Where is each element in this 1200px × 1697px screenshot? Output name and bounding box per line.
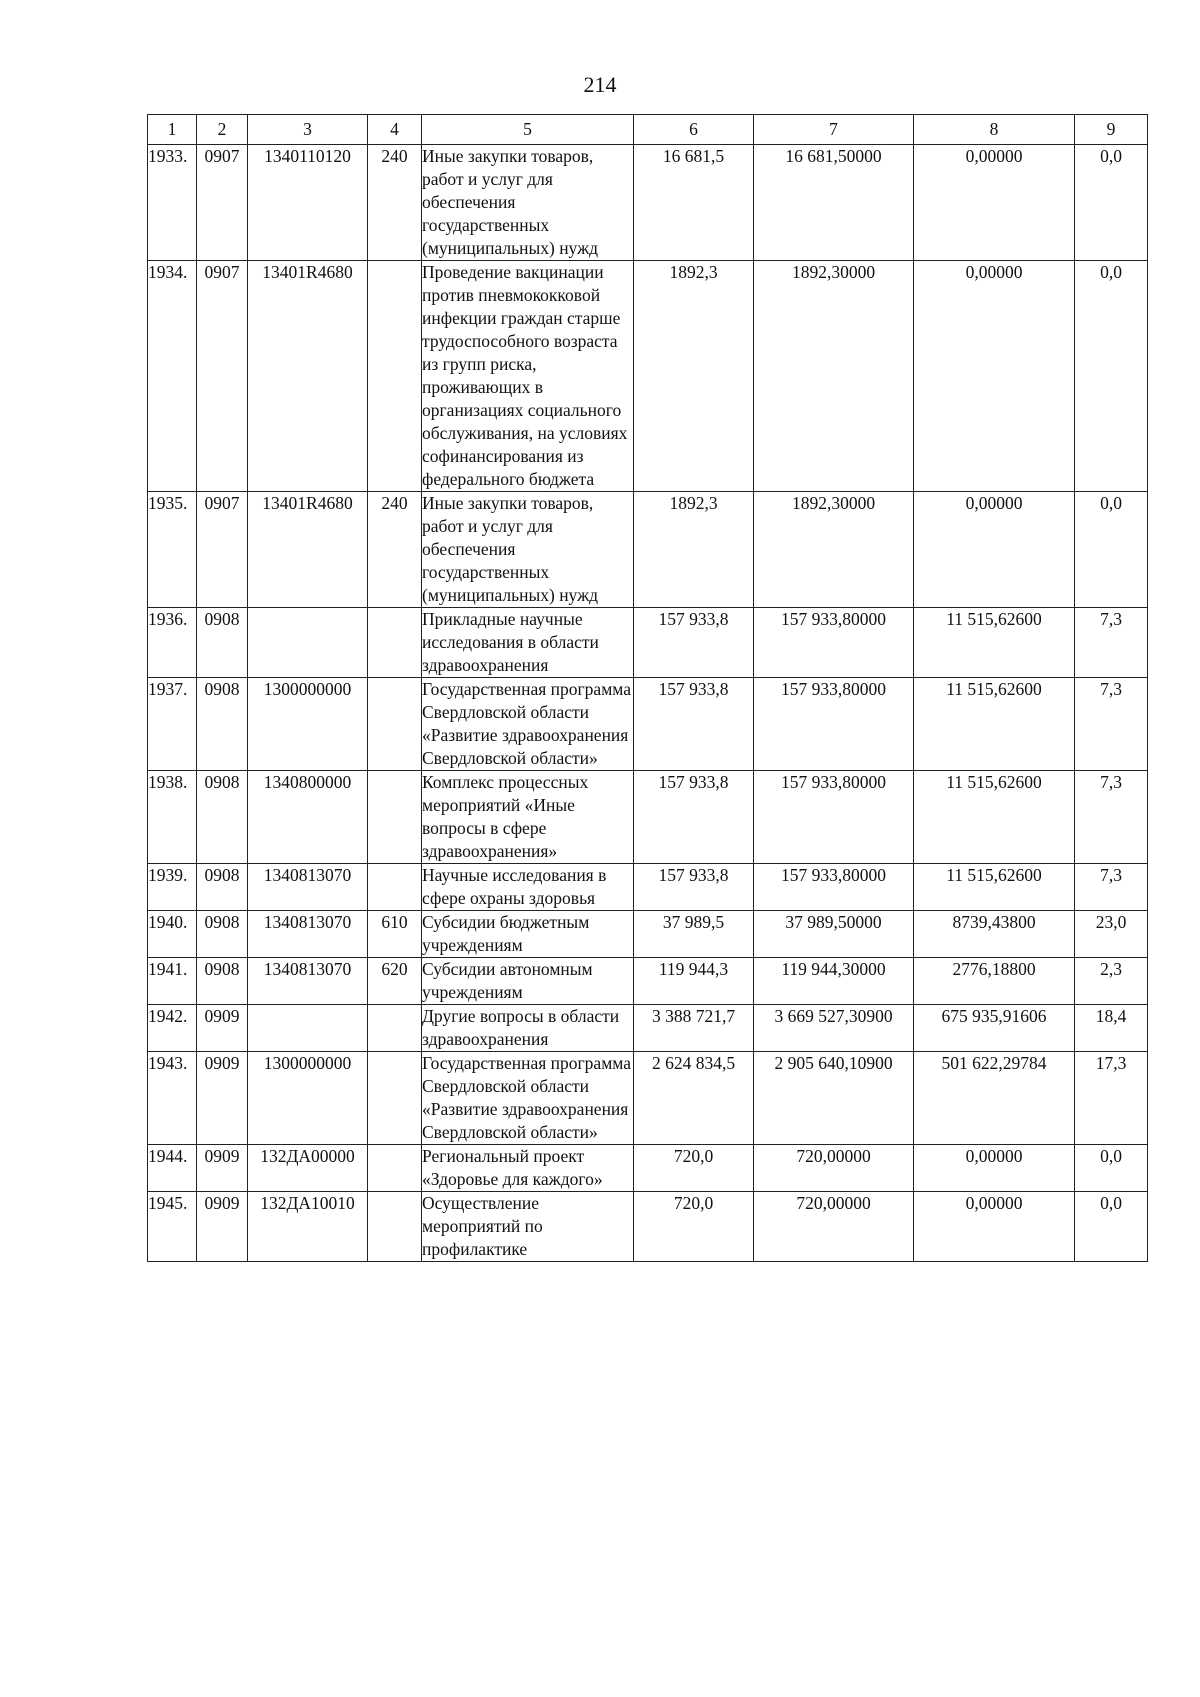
percent-col9-cell: 23,0 <box>1075 911 1148 958</box>
table-row <box>148 678 1148 771</box>
amount-col6-cell: 157 933,8 <box>634 608 754 678</box>
expense-type-cell <box>368 261 422 492</box>
amount-col7-cell: 3 669 527,30900 <box>754 1005 914 1052</box>
item-name-cell: Другие вопросы в области здравоохранения <box>422 1005 634 1052</box>
target-code-cell: 1340813070 <box>248 958 368 1005</box>
amount-col7-cell: 16 681,50000 <box>754 145 914 261</box>
section-code-cell: 0908 <box>197 958 248 1005</box>
row-number-cell: 1944. <box>148 1145 197 1192</box>
target-code-cell: 13401R4680 <box>248 492 368 608</box>
table-row <box>148 958 1148 1005</box>
section-code-cell: 0907 <box>197 261 248 492</box>
target-code-cell: 1340110120 <box>248 145 368 261</box>
amount-col6-cell: 720,0 <box>634 1145 754 1192</box>
percent-col9-cell: 0,0 <box>1075 1192 1148 1262</box>
target-code-cell: 1340813070 <box>248 911 368 958</box>
section-code-cell: 0908 <box>197 678 248 771</box>
percent-col9-cell: 17,3 <box>1075 1052 1148 1145</box>
percent-col9-cell: 7,3 <box>1075 864 1148 911</box>
header-cell: 4 <box>368 115 422 145</box>
item-name-cell: Научные исследования в сфере охраны здоровья <box>422 864 634 911</box>
target-code-cell: 1340813070 <box>248 864 368 911</box>
section-code-cell: 0909 <box>197 1052 248 1145</box>
table-row <box>148 771 1148 864</box>
percent-col9-cell: 0,0 <box>1075 1145 1148 1192</box>
amount-col6-cell: 157 933,8 <box>634 864 754 911</box>
section-code-cell: 0907 <box>197 492 248 608</box>
amount-col6-cell: 119 944,3 <box>634 958 754 1005</box>
expense-type-cell <box>368 864 422 911</box>
section-code-cell: 0908 <box>197 911 248 958</box>
item-name-cell: Иные закупки товаров, работ и услуг для обеспечения государственных (муниципальных) нужд <box>422 492 634 608</box>
amount-col8-cell: 501 622,29784 <box>914 1052 1075 1145</box>
row-number-cell: 1938. <box>148 771 197 864</box>
amount-col7-cell: 157 933,80000 <box>754 608 914 678</box>
amount-col6-cell: 2 624 834,5 <box>634 1052 754 1145</box>
amount-col6-cell: 1892,3 <box>634 492 754 608</box>
amount-col7-cell: 157 933,80000 <box>754 678 914 771</box>
percent-col9-cell: 0,0 <box>1075 145 1148 261</box>
amount-col7-cell: 2 905 640,10900 <box>754 1052 914 1145</box>
section-code-cell: 0907 <box>197 145 248 261</box>
target-code-cell <box>248 1005 368 1052</box>
table-row <box>148 864 1148 911</box>
row-number-cell: 1936. <box>148 608 197 678</box>
item-name-cell: Региональный проект «Здоровье для каждого» <box>422 1145 634 1192</box>
expense-type-cell <box>368 771 422 864</box>
row-number-cell: 1937. <box>148 678 197 771</box>
percent-col9-cell: 2,3 <box>1075 958 1148 1005</box>
row-number-cell: 1940. <box>148 911 197 958</box>
header-cell: 8 <box>914 115 1075 145</box>
header-cell: 2 <box>197 115 248 145</box>
target-code-cell: 13401R4680 <box>248 261 368 492</box>
item-name-cell: Субсидии автономным учреждениям <box>422 958 634 1005</box>
header-row <box>148 115 1148 145</box>
header-cell: 6 <box>634 115 754 145</box>
header-cell: 5 <box>422 115 634 145</box>
header-cell: 7 <box>754 115 914 145</box>
section-code-cell: 0908 <box>197 771 248 864</box>
expense-type-cell <box>368 1145 422 1192</box>
expense-type-cell <box>368 608 422 678</box>
target-code-cell: 132ДА10010 <box>248 1192 368 1262</box>
amount-col7-cell: 119 944,30000 <box>754 958 914 1005</box>
table-row <box>148 1192 1148 1262</box>
amount-col7-cell: 157 933,80000 <box>754 864 914 911</box>
item-name-cell: Государственная программа Свердловской области «Развитие здравоохранения Свердловской области» <box>422 1052 634 1145</box>
section-code-cell: 0909 <box>197 1005 248 1052</box>
amount-col6-cell: 16 681,5 <box>634 145 754 261</box>
row-number-cell: 1942. <box>148 1005 197 1052</box>
expense-type-cell <box>368 678 422 771</box>
amount-col7-cell: 37 989,50000 <box>754 911 914 958</box>
amount-col8-cell: 0,00000 <box>914 1192 1075 1262</box>
percent-col9-cell: 7,3 <box>1075 678 1148 771</box>
amount-col8-cell: 2776,18800 <box>914 958 1075 1005</box>
amount-col8-cell: 675 935,91606 <box>914 1005 1075 1052</box>
expense-type-cell: 240 <box>368 145 422 261</box>
item-name-cell: Комплекс процессных мероприятий «Иные вопросы в сфере здравоохранения» <box>422 771 634 864</box>
amount-col8-cell: 11 515,62600 <box>914 864 1075 911</box>
amount-col8-cell: 0,00000 <box>914 1145 1075 1192</box>
amount-col8-cell: 11 515,62600 <box>914 608 1075 678</box>
amount-col6-cell: 157 933,8 <box>634 771 754 864</box>
table-row <box>148 145 1148 261</box>
header-cell: 3 <box>248 115 368 145</box>
amount-col8-cell: 0,00000 <box>914 145 1075 261</box>
header-cell: 9 <box>1075 115 1148 145</box>
amount-col8-cell: 11 515,62600 <box>914 771 1075 864</box>
item-name-cell: Осуществление мероприятий по профилактике <box>422 1192 634 1262</box>
amount-col6-cell: 1892,3 <box>634 261 754 492</box>
target-code-cell: 1300000000 <box>248 1052 368 1145</box>
item-name-cell: Проведение вакцинации против пневмококковой инфекции граждан старше трудоспособного возраста из групп риска, проживающих в организациях социального обслуживания, на условиях софинансирования из федерального бюджета <box>422 261 634 492</box>
expense-type-cell <box>368 1192 422 1262</box>
table-row <box>148 1145 1148 1192</box>
percent-col9-cell: 0,0 <box>1075 261 1148 492</box>
amount-col7-cell: 157 933,80000 <box>754 771 914 864</box>
expense-type-cell <box>368 1005 422 1052</box>
expense-type-cell <box>368 1052 422 1145</box>
target-code-cell: 132ДА00000 <box>248 1145 368 1192</box>
table-row <box>148 911 1148 958</box>
amount-col6-cell: 720,0 <box>634 1192 754 1262</box>
page-number: 214 <box>583 72 617 97</box>
item-name-cell: Прикладные научные исследования в области здравоохранения <box>422 608 634 678</box>
row-number-cell: 1941. <box>148 958 197 1005</box>
amount-col7-cell: 1892,30000 <box>754 492 914 608</box>
item-name-cell: Иные закупки товаров, работ и услуг для обеспечения государственных (муниципальных) нужд <box>422 145 634 261</box>
table-row <box>148 492 1148 608</box>
table-row <box>148 608 1148 678</box>
expense-type-cell: 620 <box>368 958 422 1005</box>
section-code-cell: 0908 <box>197 608 248 678</box>
amount-col6-cell: 3 388 721,7 <box>634 1005 754 1052</box>
target-code-cell: 1340800000 <box>248 771 368 864</box>
item-name-cell: Субсидии бюджетным учреждениям <box>422 911 634 958</box>
amount-col8-cell: 8739,43800 <box>914 911 1075 958</box>
percent-col9-cell: 7,3 <box>1075 771 1148 864</box>
percent-col9-cell: 0,0 <box>1075 492 1148 608</box>
row-number-cell: 1934. <box>148 261 197 492</box>
amount-col8-cell: 0,00000 <box>914 492 1075 608</box>
row-number-cell: 1943. <box>148 1052 197 1145</box>
section-code-cell: 0909 <box>197 1145 248 1192</box>
header-cell: 1 <box>148 115 197 145</box>
target-code-cell: 1300000000 <box>248 678 368 771</box>
amount-col7-cell: 720,00000 <box>754 1145 914 1192</box>
row-number-cell: 1945. <box>148 1192 197 1262</box>
amount-col8-cell: 0,00000 <box>914 261 1075 492</box>
row-number-cell: 1939. <box>148 864 197 911</box>
amount-col6-cell: 37 989,5 <box>634 911 754 958</box>
amount-col7-cell: 720,00000 <box>754 1192 914 1262</box>
percent-col9-cell: 18,4 <box>1075 1005 1148 1052</box>
amount-col7-cell: 1892,30000 <box>754 261 914 492</box>
table-row <box>148 1005 1148 1052</box>
table-row <box>148 261 1148 492</box>
target-code-cell <box>248 608 368 678</box>
percent-col9-cell: 7,3 <box>1075 608 1148 678</box>
amount-col6-cell: 157 933,8 <box>634 678 754 771</box>
section-code-cell: 0908 <box>197 864 248 911</box>
row-number-cell: 1933. <box>148 145 197 261</box>
budget-table <box>147 114 1148 1262</box>
expense-type-cell: 240 <box>368 492 422 608</box>
section-code-cell: 0909 <box>197 1192 248 1262</box>
amount-col8-cell: 11 515,62600 <box>914 678 1075 771</box>
row-number-cell: 1935. <box>148 492 197 608</box>
item-name-cell: Государственная программа Свердловской области «Развитие здравоохранения Свердловской области» <box>422 678 634 771</box>
table-row <box>148 1052 1148 1145</box>
expense-type-cell: 610 <box>368 911 422 958</box>
